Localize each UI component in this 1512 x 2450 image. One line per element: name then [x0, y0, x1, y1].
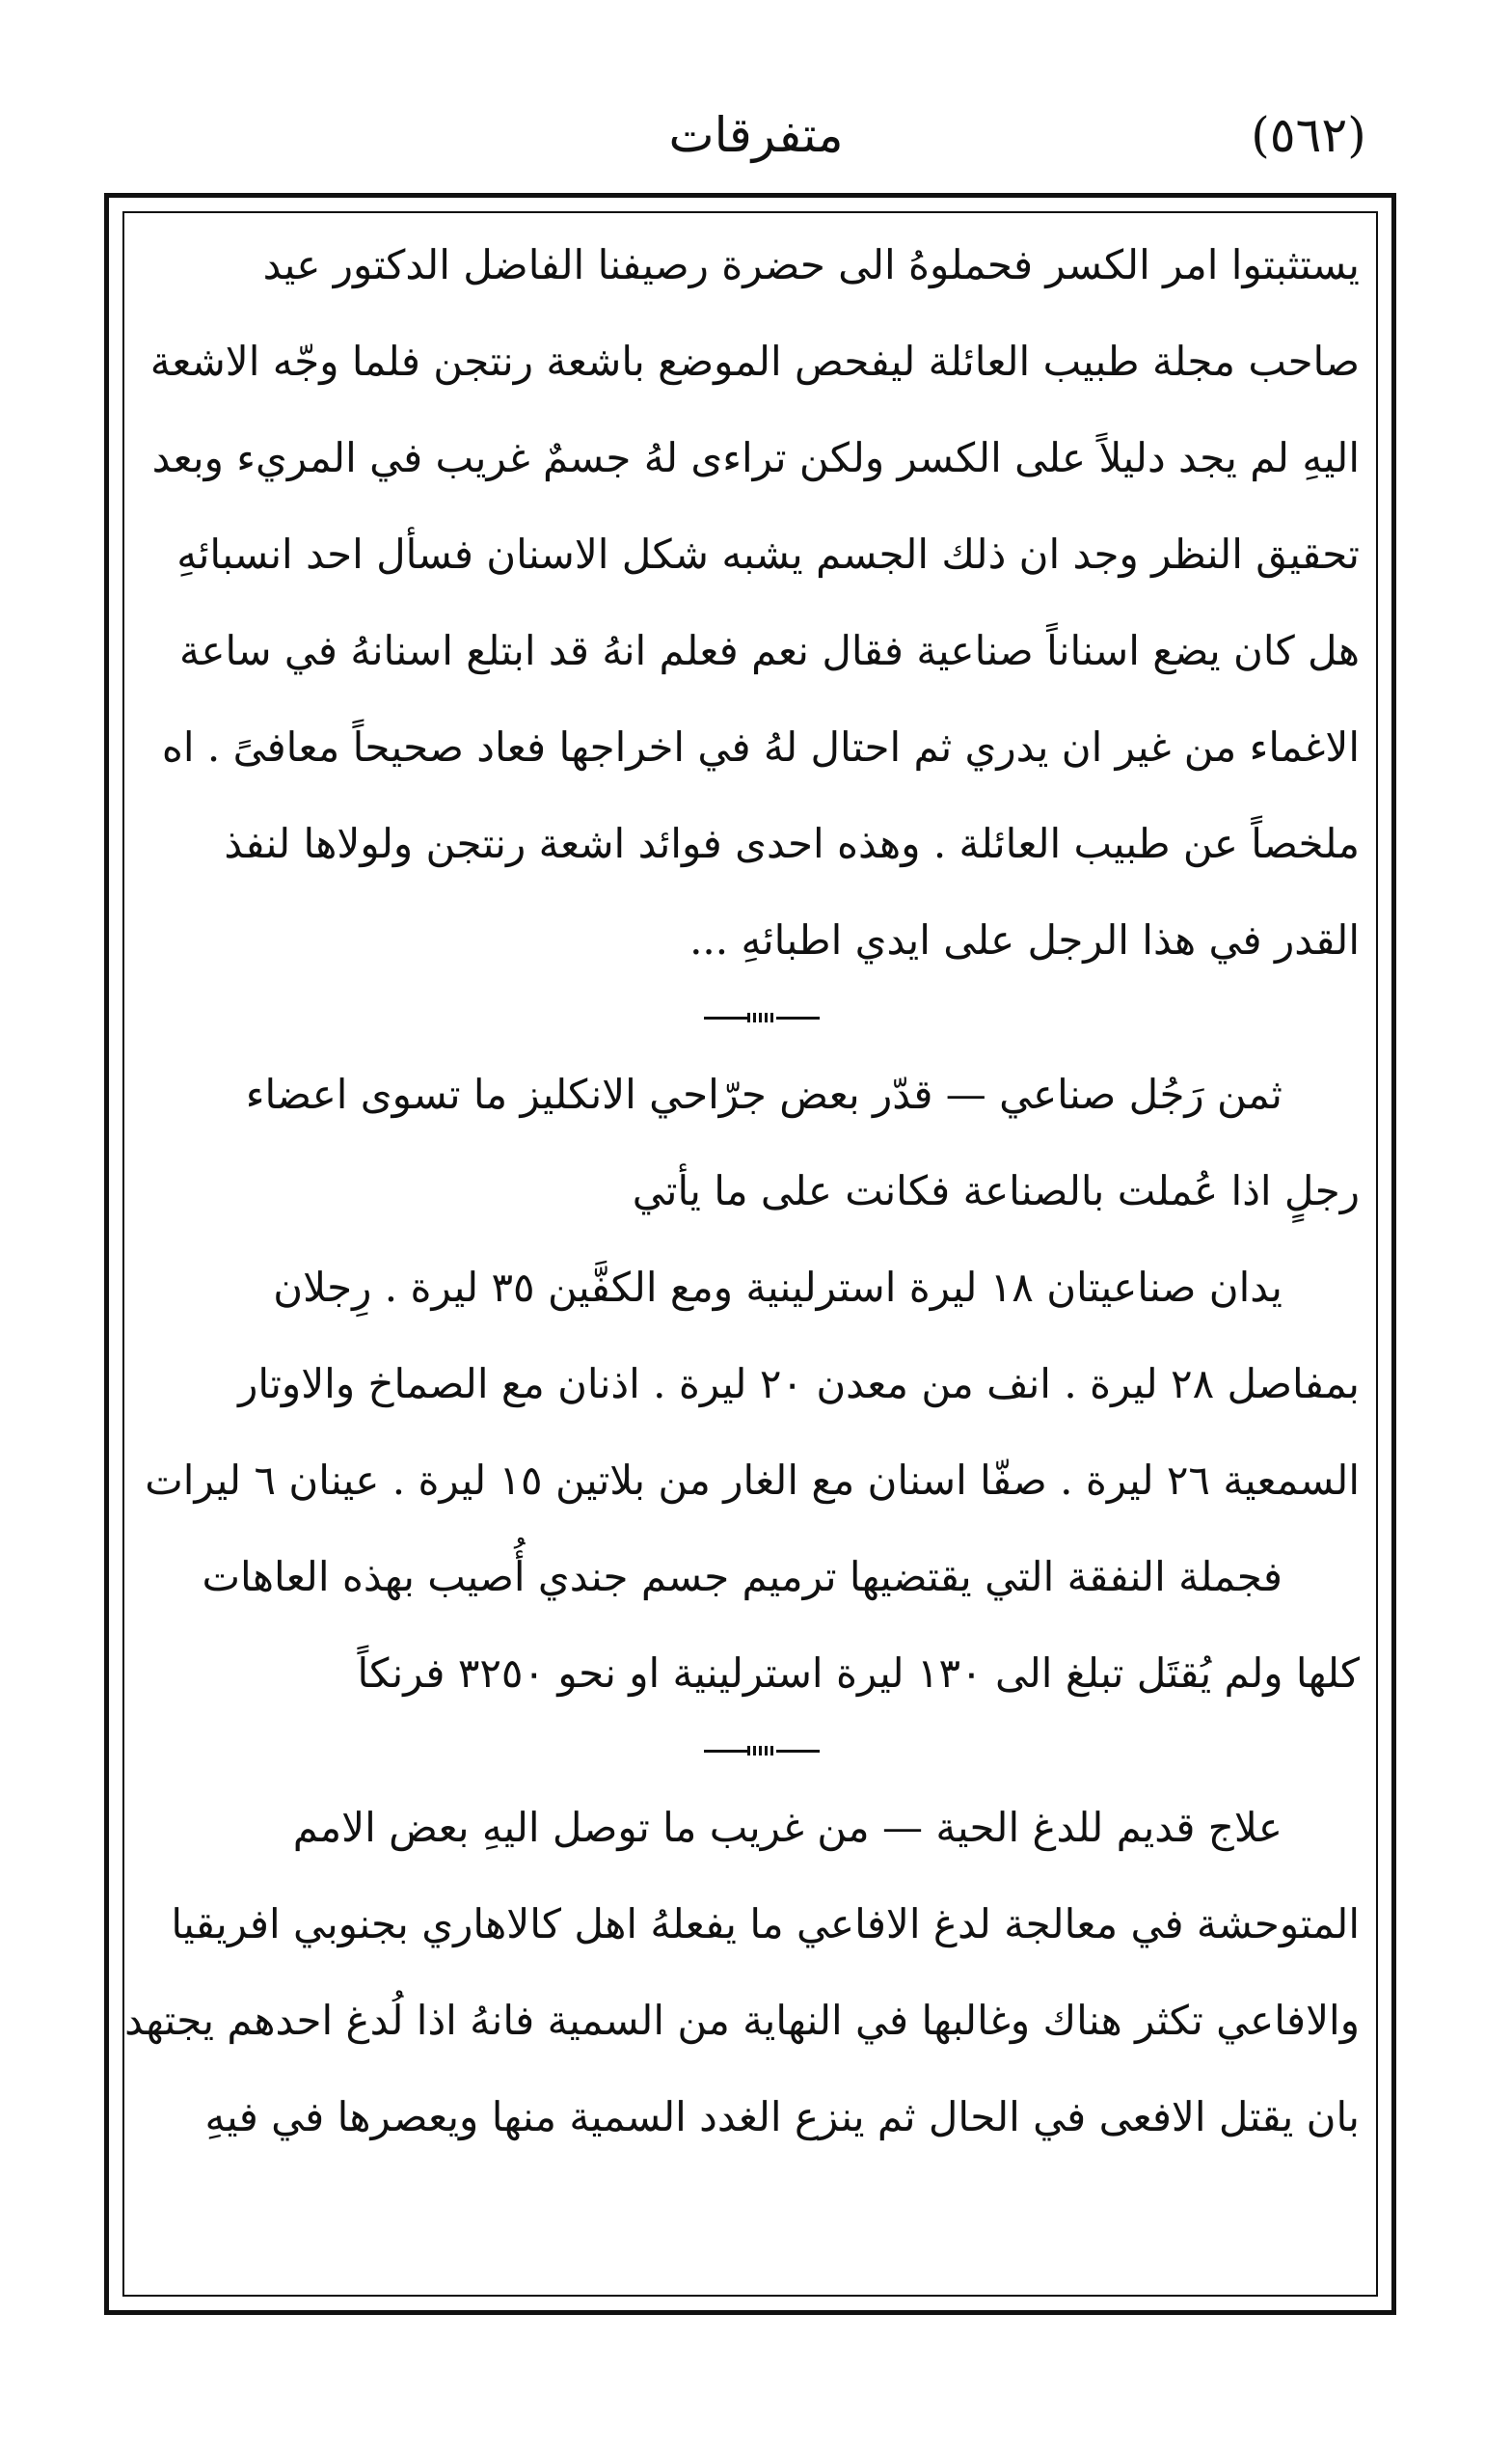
text-line: ثمن رَجُل صناعي — قدّر بعض جرّاحي الانكليز ما تسوى اعضاء — [245, 1071, 1282, 1118]
text-line: السمعية ٢٦ ليرة . صفّا اسنان مع الغار من بلاتين ١٥ ليرة . عينان ٦ ليرات — [145, 1456, 1360, 1504]
section-divider — [164, 989, 1360, 1047]
text-line: يستثبتوا امر الكسر فحملوهُ الى حضرة رصيفنا الفاضل الدكتور عيد — [262, 241, 1360, 288]
text-line: والافاعي تكثر هناك وغالبها في النهاية من السمية فانهُ اذا لُدغ احدهم يجتهد — [124, 1997, 1360, 2044]
text-line: علاج قديم للدغ الحية — من غريب ما توصل اليهِ بعض الامم — [292, 1804, 1282, 1851]
text-line: المتوحشة في معالجة لدغ الافاعي ما يفعلهُ اهل كالاهاري بجنوبي افريقيا — [171, 1900, 1360, 1947]
page-number: (٥٦٢) — [1251, 107, 1366, 163]
text-line: القدر في هذا الرجل على ايدي اطبائهِ ... — [689, 916, 1360, 964]
text-line: اليهِ لم يجد دليلاً على الكسر ولكن تراءى لهُ جسمٌ غريب في المريء وبعد — [151, 434, 1360, 481]
text-line: صاحب مجلة طبيب العائلة ليفحص الموضع باشعة رنتجن فلما وجّه الاشعة — [149, 338, 1360, 385]
running-head — [0, 87, 1512, 174]
text-line: بان يقتل الافعى في الحال ثم ينزع الغدد السمية منها ويعصرها في فيهِ — [204, 2093, 1360, 2140]
text-line: كلها ولم يُقتَل تبلغ الى ١٣٠ ليرة استرلينية او نحو ٣٢٥٠ فرنكاً — [357, 1649, 1360, 1697]
text-line: الاغماء من غير ان يدري ثم احتال لهُ في اخراجها فعاد صحيحاً معافىً . اه — [161, 723, 1360, 771]
paragraph-rontgen — [149, 217, 1360, 989]
paragraph-snake-bite — [124, 1780, 1360, 2165]
text-line: تحقيق النظر وجد ان ذلك الجسم يشبه شكل الاسنان فسأل احد انسبائهِ — [176, 531, 1360, 578]
text-line: يدان صناعيتان ١٨ ليرة استرلينية ومع الكفَّين ٣٥ ليرة . رِجلان — [273, 1264, 1282, 1311]
paragraph-artificial-man — [145, 1047, 1360, 1722]
text-line: بمفاصل ٢٨ ليرة . انف من معدن ٢٠ ليرة . اذنان مع الصماخ والاوتار — [238, 1360, 1360, 1407]
text-line: رجلٍ اذا عُملت بالصناعة فكانت على ما يأتي — [632, 1167, 1360, 1214]
section-divider — [164, 1722, 1360, 1780]
text-line: هل كان يضع اسناناً صناعية فقال نعم فعلم انهُ قد ابتلع اسنانهُ في ساعة — [178, 627, 1360, 674]
page-body — [124, 217, 1360, 2165]
text-line: ملخصاً عن طبيب العائلة . وهذه احدى فوائد اشعة رنتجن ولولاها لنفذ — [224, 820, 1360, 867]
text-line: فجملة النفقة التي يقتضيها ترميم جسم جندي أُصيب بهذه العاهات — [202, 1553, 1282, 1600]
section-title: متفرقات — [668, 107, 844, 163]
